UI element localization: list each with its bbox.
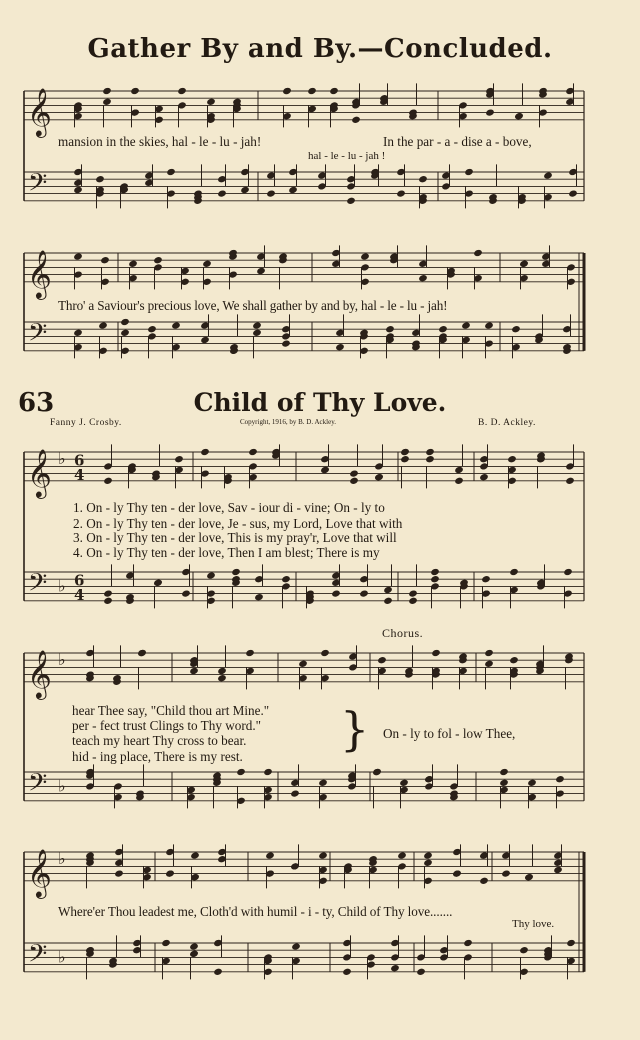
verse-1-line-b: hear Thee say, "Child thou art Mine."	[72, 703, 270, 718]
svg-text:♭: ♭	[58, 776, 66, 796]
lyric-line-1: mansion in the skies, hal - le - lu - jah!	[58, 134, 262, 149]
svg-text:𝄞: 𝄞	[27, 447, 52, 497]
verse-3-line-b: teach my heart Thy cross to bear.	[72, 733, 247, 748]
copyright-notice: Copyright, 1916, by B. D. Ackley.	[240, 418, 336, 426]
svg-text:4: 4	[74, 585, 85, 604]
chorus-label: Chorus.	[382, 626, 424, 640]
svg-text:𝄞: 𝄞	[27, 86, 52, 136]
svg-text:♭: ♭	[58, 947, 66, 967]
verse-brace: }	[340, 702, 370, 756]
verse-3-line-a: 3. On - ly Thy ten - der love, This is my pray'r, Love that will	[73, 530, 397, 545]
lyric-line-1b: In the par - a - dise a - bove,	[383, 134, 532, 149]
hymn-title: Child of Thy Love.	[193, 388, 447, 417]
svg-text:4: 4	[74, 465, 85, 484]
svg-text:𝄢: 𝄢	[28, 568, 48, 604]
hymn-number: 63	[18, 388, 55, 418]
svg-text:𝄢: 𝄢	[28, 939, 48, 975]
svg-text:♭: ♭	[58, 576, 66, 596]
lyric-line-2: Thro' a Saviour's precious love, We shall gather by and by, hal - le - lu - jah!	[58, 298, 448, 313]
svg-text:𝄢: 𝄢	[28, 168, 48, 204]
svg-text:𝄞: 𝄞	[27, 847, 52, 897]
chorus-lyric-line: Where'er Thou leadest me, Cloth'd with humil - i - ty, Child of Thy love.......	[58, 904, 453, 919]
verse-2-line-b: per - fect trust Clings to Thy word."	[72, 718, 262, 733]
verse-2-line-a: 2. On - ly Thy ten - der love, Je - sus, my Lord, Love that with	[73, 516, 403, 531]
svg-text:♭: ♭	[58, 650, 66, 670]
svg-text:♭: ♭	[58, 449, 66, 469]
svg-text:𝄞: 𝄞	[27, 648, 52, 698]
author-credit: Fanny J. Crosby.	[50, 418, 122, 428]
svg-text:𝄢: 𝄢	[28, 768, 48, 804]
verse-4-line-b: hid - ing place, There is my rest.	[72, 749, 243, 764]
svg-text:6: 6	[74, 571, 85, 590]
composer-credit: B. D. Ackley.	[478, 418, 536, 428]
svg-text:𝄢: 𝄢	[28, 318, 48, 354]
verse-1-line-a: 1. On - ly Thy ten - der love, Sav - iour di - vine; On - ly to	[73, 500, 385, 515]
svg-text:𝄞: 𝄞	[27, 248, 52, 298]
verse-4-line-a: 4. On - ly Thy ten - der love, Then I am blest; There is my	[73, 545, 380, 560]
svg-text:6: 6	[74, 451, 85, 470]
chorus-echo-lyric: Thy love.	[512, 918, 555, 930]
chorus-start-lyric: On - ly to fol - low Thee,	[383, 726, 516, 741]
previous-hymn-title: Gather By and By.—Concluded.	[87, 34, 553, 64]
svg-text:♭: ♭	[58, 849, 66, 869]
lyric-line-1c: hal - le - lu - jah !	[308, 150, 386, 162]
